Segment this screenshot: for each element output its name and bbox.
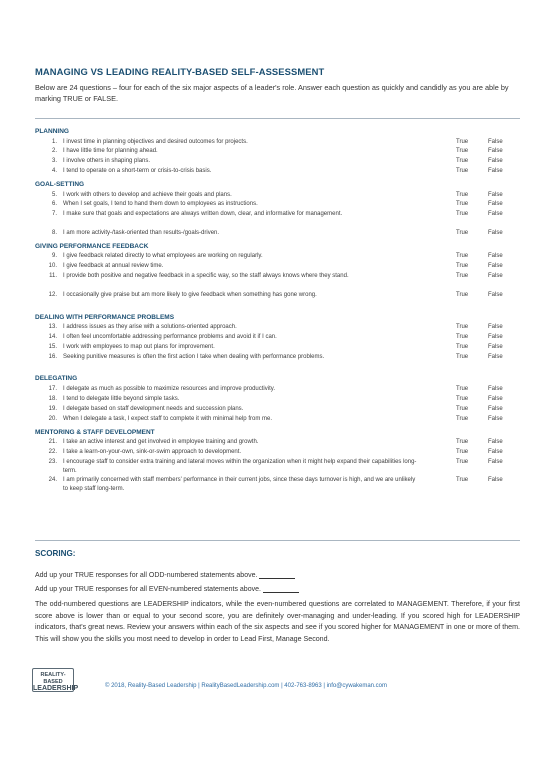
question-row xyxy=(35,167,520,177)
question-text: I encourage staff to consider extra training and lateral moves within the organization when it might help expand their capabilities long-term. xyxy=(63,458,417,474)
question-text: I tend to delegate little beyond simple tasks. xyxy=(63,395,180,402)
true-option[interactable]: True xyxy=(456,477,469,484)
question-row xyxy=(35,405,520,415)
question-text: I take an active interest and get involved in employee training and growth. xyxy=(63,439,259,445)
scoring-heading: SCORING: xyxy=(35,549,76,558)
odd-score-line xyxy=(35,570,295,579)
question-row xyxy=(35,252,520,262)
question-text: I often feel uncomfortable addressing performance problems and avoid it if I can. xyxy=(63,333,277,340)
question-row xyxy=(35,395,520,405)
false-option[interactable]: False xyxy=(488,353,503,360)
true-option[interactable]: True xyxy=(456,333,469,340)
questions-list xyxy=(35,127,520,495)
question-text: I delegate based on staff development needs and succession plans. xyxy=(63,405,244,412)
question-row xyxy=(35,272,520,291)
question-text: I involve others in shaping plans. xyxy=(63,158,151,165)
question-number: 14. xyxy=(48,333,57,340)
top-divider xyxy=(35,118,520,119)
true-option[interactable]: True xyxy=(456,211,469,218)
question-number: 22. xyxy=(48,448,57,455)
false-option[interactable]: False xyxy=(488,333,503,340)
question-number: 23. xyxy=(48,458,57,465)
question-row xyxy=(35,200,520,210)
false-option[interactable]: False xyxy=(488,291,503,298)
question-row xyxy=(35,458,520,477)
question-row xyxy=(35,333,520,343)
false-option[interactable]: False xyxy=(488,148,503,155)
scoring-divider xyxy=(35,540,520,541)
question-row xyxy=(35,291,520,310)
true-option[interactable]: True xyxy=(456,405,469,412)
false-option[interactable]: False xyxy=(488,253,503,260)
true-option[interactable]: True xyxy=(456,415,469,422)
question-row xyxy=(35,262,520,272)
true-option[interactable]: True xyxy=(456,448,469,455)
false-option[interactable]: False xyxy=(488,211,503,218)
false-option[interactable]: False xyxy=(488,385,503,392)
question-text: I make sure that goals and expectations are always written down, clear, and informative for management. xyxy=(63,211,343,218)
true-option[interactable]: True xyxy=(456,201,469,208)
question-text: Seeking punitive measures is often the first action I take when dealing with performance problems. xyxy=(63,353,325,360)
question-text: I occasionally give praise but am more likely to give feedback when something has gone wrong. xyxy=(63,291,317,298)
true-option[interactable]: True xyxy=(456,291,469,298)
false-option[interactable]: False xyxy=(488,405,503,412)
logo-line-1: REALITY-BASED xyxy=(40,672,66,685)
section-heading: PLANNING xyxy=(35,128,69,135)
false-option[interactable]: False xyxy=(488,201,503,208)
question-row xyxy=(35,343,520,353)
false-option[interactable]: False xyxy=(488,477,503,484)
true-option[interactable]: True xyxy=(456,343,469,350)
question-text: I work with others to develop and achieve their goals and plans. xyxy=(63,191,232,198)
question-number: 2. xyxy=(51,148,57,155)
false-option[interactable]: False xyxy=(488,415,503,422)
false-option[interactable]: False xyxy=(488,458,503,465)
false-option[interactable]: False xyxy=(488,448,503,455)
question-text: I work with employees to map out plans for improvement. xyxy=(63,343,215,350)
false-option[interactable]: False xyxy=(488,158,503,165)
question-text: I provide both positive and negative feedback in a specific way, so the staff always knows where they stand. xyxy=(63,273,349,280)
question-number: 6. xyxy=(51,201,57,208)
false-option[interactable]: False xyxy=(488,263,503,270)
question-row xyxy=(35,448,520,458)
question-number: 24. xyxy=(48,477,57,484)
even-score-label: Add up your TRUE responses for all EVEN-numbered statements above. xyxy=(35,586,261,593)
false-option[interactable]: False xyxy=(488,138,503,145)
question-number: 5. xyxy=(51,191,57,198)
true-option[interactable]: True xyxy=(456,138,469,145)
false-option[interactable]: False xyxy=(488,343,503,350)
question-number: 7. xyxy=(51,211,57,218)
question-number: 4. xyxy=(51,168,57,175)
question-number: 18. xyxy=(48,395,57,402)
true-option[interactable]: True xyxy=(456,458,469,465)
footer-text[interactable]: © 2018, Reality-Based Leadership | RealityBasedLeadership.com | 402-763-8963 | info@cywakeman.com xyxy=(105,683,388,689)
section-heading: DELEGATING xyxy=(35,375,78,383)
question-number: 11. xyxy=(49,273,57,280)
true-option[interactable]: True xyxy=(456,191,469,198)
logo-line-2: LEADERSHIP xyxy=(33,684,79,692)
true-option[interactable]: True xyxy=(456,230,469,237)
question-text: I am more activity-/task-oriented than results-/goals-driven. xyxy=(63,230,220,237)
question-text: I tend to operate on a short-term or crisis-to-crisis basis. xyxy=(63,168,212,175)
question-row xyxy=(35,415,520,425)
question-row xyxy=(35,157,520,167)
true-option[interactable]: True xyxy=(456,158,469,165)
even-score-blank[interactable] xyxy=(263,584,299,593)
question-row xyxy=(35,385,520,395)
false-option[interactable]: False xyxy=(488,395,503,402)
section-heading: DEALING WITH PERFORMANCE PROBLEMS xyxy=(35,313,175,321)
question-text: When I delegate a task, I expect staff to complete it with minimal help from me. xyxy=(63,415,272,422)
question-text: I take a learn-on-your-own, sink-or-swim approach to development. xyxy=(63,448,242,455)
question-text: I give feedback related directly to what employees are working on regularly. xyxy=(63,253,263,260)
even-score-line xyxy=(35,584,299,593)
false-option[interactable]: False xyxy=(488,168,503,175)
question-text: When I set goals, I tend to hand them down to employees as instructions. xyxy=(63,201,258,208)
question-number: 13. xyxy=(48,324,57,331)
scoring-explanation: The odd-numbered questions are LEADERSHIP indicators, while the even-numbered questions are correlated to MANAGEMENT. Therefore, if your first score above is lower than or equal to your second score, you are definitely over-managing and under-leading. If you scored high for LEADERSHIP indicators, that's great news. Review your answers within each of the six aspects and see if you scored higher for MANAGEMENT in one or more of them. This will show you the skills you most need to develop in order to Lead First, Manage Second. xyxy=(35,600,520,643)
question-number: 12. xyxy=(48,291,57,298)
question-row xyxy=(35,191,520,201)
question-number: 15. xyxy=(48,343,57,350)
question-number: 20. xyxy=(48,415,57,422)
intro-text: Below are 24 questions – four for each of the six major aspects of a leader's role. Answer each question as quickly and candidly as you are able by marking TRUE or FALSE. xyxy=(35,83,509,103)
true-option[interactable]: True xyxy=(456,385,469,392)
false-option[interactable]: False xyxy=(488,230,503,237)
odd-score-blank[interactable] xyxy=(259,570,295,579)
true-option[interactable]: True xyxy=(456,324,469,331)
question-row xyxy=(35,323,520,333)
question-row xyxy=(35,476,520,495)
question-number: 1. xyxy=(51,138,57,145)
question-text: I address issues as they arise with a solutions-oriented approach. xyxy=(63,324,237,331)
question-number: 9. xyxy=(51,253,57,260)
false-option[interactable]: False xyxy=(488,324,503,331)
question-row xyxy=(35,229,520,239)
question-number: 16. xyxy=(48,353,57,360)
section-heading: GIVING PERFORMANCE FEEDBACK xyxy=(35,242,149,250)
true-option[interactable]: True xyxy=(456,253,469,260)
false-option[interactable]: False xyxy=(488,439,503,445)
true-option[interactable]: True xyxy=(456,273,469,280)
question-number: 8. xyxy=(51,230,57,237)
question-row xyxy=(35,138,520,148)
question-number: 21. xyxy=(48,439,57,445)
true-option[interactable]: True xyxy=(456,168,469,175)
section-heading: GOAL-SETTING xyxy=(35,181,85,189)
odd-score-label: Add up your TRUE responses for all ODD-numbered statements above. xyxy=(35,572,258,579)
false-option[interactable]: False xyxy=(488,273,503,280)
question-number: 10. xyxy=(48,263,57,270)
section-heading: MENTORING & STAFF DEVELOPMENT xyxy=(35,428,155,436)
question-number: 17. xyxy=(48,385,57,392)
true-option[interactable]: True xyxy=(456,353,469,360)
page-title: MANAGING VS LEADING REALITY-BASED SELF-ASSESSMENT xyxy=(35,66,325,77)
question-text: I am primarily concerned with staff members' performance in their current jobs, since these days turnover is high, and we are unlikely to keep staff long-term. xyxy=(63,477,416,493)
true-option[interactable]: True xyxy=(456,439,469,445)
question-row xyxy=(35,353,520,372)
question-text: I invest time in planning objectives and desired outcomes for projects. xyxy=(63,138,248,145)
question-row xyxy=(35,438,520,448)
question-text: I delegate as much as possible to maximize resources and improve productivity. xyxy=(63,385,275,392)
question-text: I have little time for planning ahead. xyxy=(63,148,158,155)
question-number: 19. xyxy=(48,405,57,412)
true-option[interactable]: True xyxy=(456,395,469,402)
question-row xyxy=(35,147,520,157)
question-row xyxy=(35,210,520,229)
question-number: 3. xyxy=(51,158,57,165)
false-option[interactable]: False xyxy=(488,191,503,198)
true-option[interactable]: True xyxy=(456,263,469,270)
true-option[interactable]: True xyxy=(456,148,469,155)
reality-based-leadership-logo xyxy=(32,668,79,692)
question-text: I give feedback at annual review time. xyxy=(63,263,164,270)
